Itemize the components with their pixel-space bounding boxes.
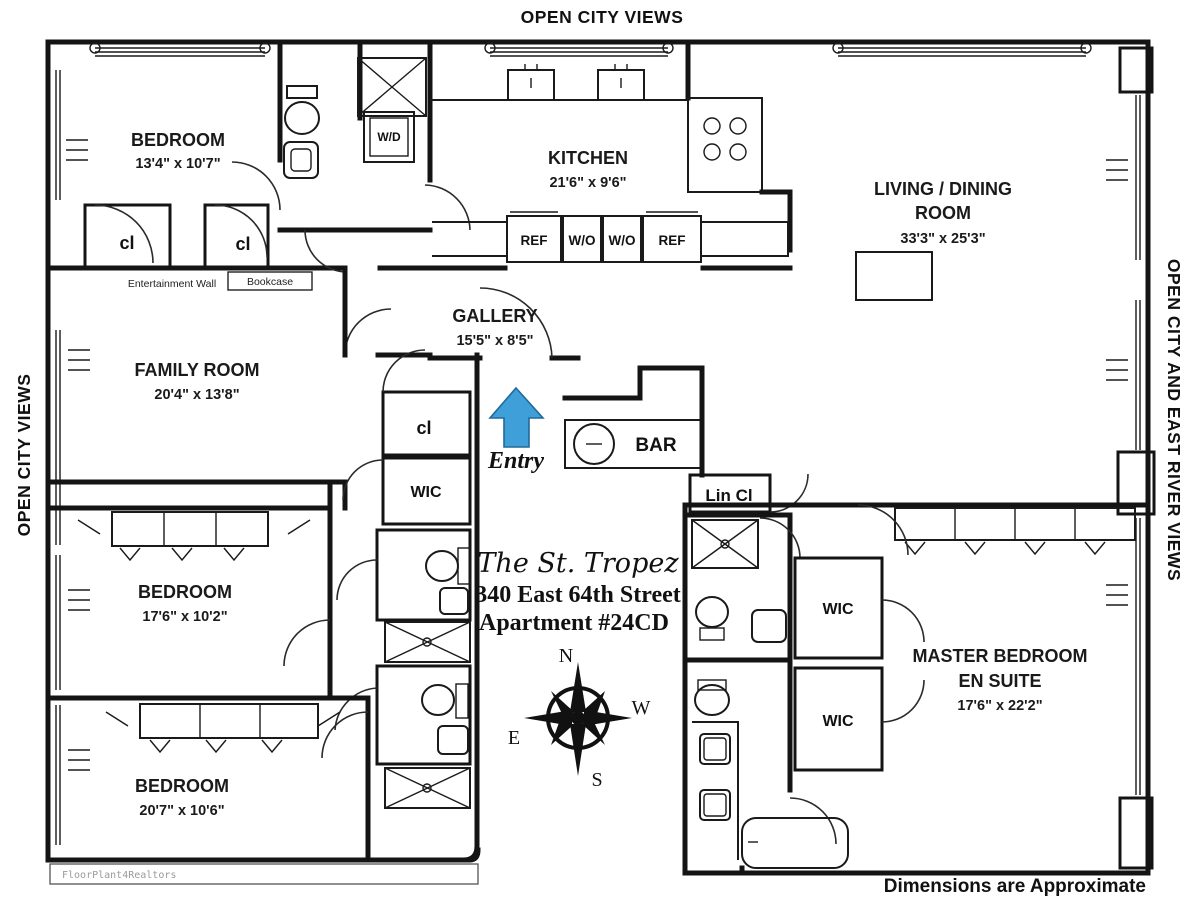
compass-rose <box>508 645 651 791</box>
dimensions-note: Dimensions are Approximate <box>883 876 1146 897</box>
closet-cl-3 <box>383 350 470 455</box>
compass-e: E <box>507 727 521 749</box>
title-address: 340 East 64th Street <box>475 582 681 608</box>
master-bathroom <box>692 660 848 873</box>
room-label-living-1: LIVING / DINING <box>873 179 1013 199</box>
master-suite-walls <box>685 505 1148 873</box>
room-label-kitchen: KITCHEN <box>548 148 628 168</box>
room-dims-gallery: 15'5" x 8'5" <box>456 333 534 349</box>
compass-s: S <box>591 769 603 791</box>
room-label-living-2: ROOM <box>915 203 971 223</box>
room-label-gallery: GALLERY <box>452 306 538 326</box>
closet-label-2: cl <box>235 234 251 254</box>
title-building: The St. Tropez <box>477 548 679 579</box>
wo-label-1: W/O <box>568 233 596 248</box>
bookcase-label: Bookcase <box>246 276 294 288</box>
bathroom-mid-2 <box>335 666 470 764</box>
title-unit: Apartment #24CD <box>479 610 669 636</box>
bar-area <box>565 368 702 475</box>
ref-label-1: REF <box>520 233 548 248</box>
room-dims-bedroom-3: 20'7" x 10'6" <box>139 803 225 819</box>
entertainment-wall-label: Entertainment Wall <box>127 278 217 290</box>
room-dims-master: 17'6" x 22'2" <box>957 698 1043 714</box>
windows-top-wall <box>90 43 1091 56</box>
closet-label-1: cl <box>119 233 135 253</box>
room-dims-family: 20'4" x 13'8" <box>154 387 240 403</box>
closet-label-3: cl <box>416 418 432 438</box>
lin-cl-label: Lin Cl <box>705 486 753 505</box>
entry-arrow <box>490 388 543 447</box>
master-wic-1 <box>795 558 924 658</box>
room-label-bedroom-3: BEDROOM <box>135 776 229 796</box>
room-label-master-2: EN SUITE <box>958 671 1042 691</box>
room-dims-bedroom-1: 13'4" x 10'7" <box>135 156 221 172</box>
wd-label: W/D <box>377 130 401 144</box>
guest-bathroom <box>685 515 800 660</box>
left-view-label: OPEN CITY VIEWS <box>14 373 34 537</box>
top-view-label: OPEN CITY VIEWS <box>520 7 684 27</box>
wic-mid <box>343 458 470 524</box>
wic-label-m1: WIC <box>822 601 854 618</box>
shower-mid-1 <box>385 622 470 662</box>
wo-label-2: W/O <box>608 233 636 248</box>
bedroom2-closet <box>78 512 310 560</box>
top-bathroom <box>280 42 470 272</box>
ref-label-2: REF <box>658 233 686 248</box>
right-view-label: OPEN CITY AND EAST RIVER VIEWS <box>1164 258 1184 582</box>
master-closets <box>895 508 1135 554</box>
room-label-bedroom-2: BEDROOM <box>138 582 232 602</box>
windows-left-wall <box>56 70 90 845</box>
entry-label: Entry <box>487 448 545 474</box>
master-wic-2 <box>795 668 924 770</box>
bedroom1-walls <box>48 42 340 268</box>
stove <box>688 98 762 192</box>
kitchen-island <box>432 212 788 262</box>
bathroom-mid-1 <box>337 530 470 620</box>
room-label-bedroom-1: BEDROOM <box>131 130 225 150</box>
compass-n: N <box>558 645 574 667</box>
bedroom2-walls <box>48 508 368 698</box>
shower-mid-2 <box>385 768 470 808</box>
hall-column <box>335 350 477 860</box>
room-label-master-1: MASTER BEDROOM <box>912 646 1088 666</box>
room-dims-living: 33'3" x 25'3" <box>900 231 986 247</box>
watermark-text: FloorPlant4Realtors <box>62 870 177 881</box>
wic-label-mid: WIC <box>410 484 442 501</box>
bookcase-box <box>228 272 312 290</box>
room-dims-kitchen: 21'6" x 9'6" <box>549 175 627 191</box>
compass-w: W <box>631 697 651 719</box>
entry-arrow-shape <box>490 388 543 447</box>
living-closet-box <box>856 252 932 300</box>
wic-label-m2: WIC <box>822 713 854 730</box>
guest-shower <box>692 520 758 568</box>
bedroom3-closet <box>106 704 340 752</box>
washer-dryer <box>364 112 414 162</box>
shower-top <box>358 58 426 116</box>
room-dims-bedroom-2: 17'6" x 10'2" <box>142 609 228 625</box>
room-label-family: FAMILY ROOM <box>134 360 260 380</box>
watermark-strip <box>50 864 478 884</box>
bar-label: BAR <box>635 435 677 456</box>
